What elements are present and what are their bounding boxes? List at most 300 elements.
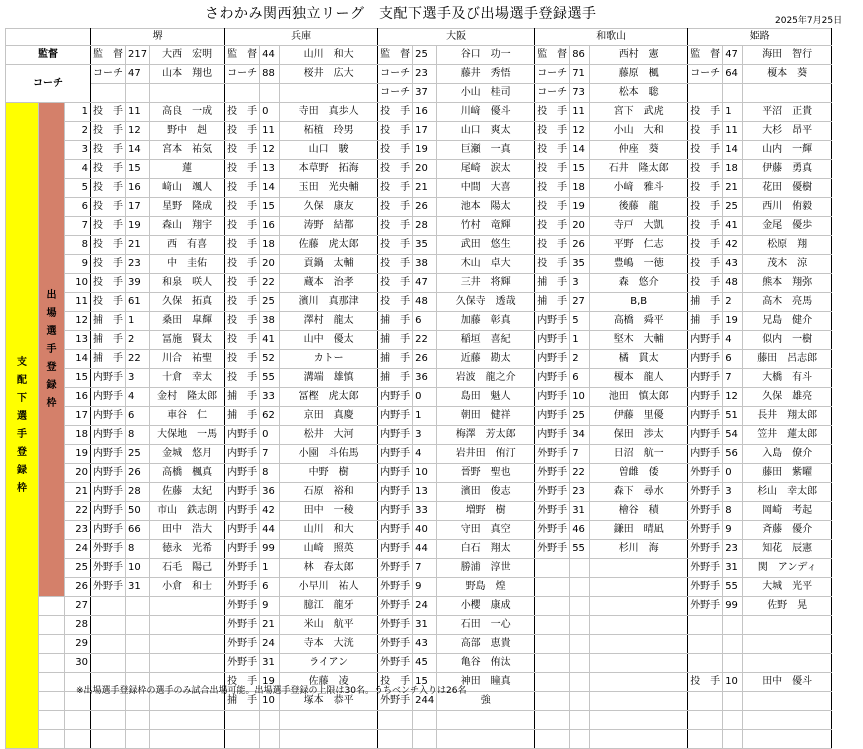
team-name-3: 大阪 [378, 29, 535, 46]
uniform-number-cell [126, 711, 150, 730]
uniform-number-cell: 27 [570, 293, 590, 312]
position-cell: 外野手 [378, 597, 413, 616]
player-name-cell: 金城 悠月 [150, 445, 225, 464]
uniform-number-cell [126, 654, 150, 673]
position-cell: 外野手 [378, 692, 413, 711]
position-cell: 投 手 [535, 160, 570, 179]
uniform-number-cell: 28 [126, 483, 150, 502]
uniform-number-cell: 19 [126, 217, 150, 236]
player-name-cell [150, 635, 225, 654]
player-name-cell: 蔵本 治孝 [280, 274, 378, 293]
player-name-cell: 関 アンディ [743, 559, 832, 578]
uniform-number-cell: 6 [413, 312, 437, 331]
roster-row-number: 10 [65, 274, 91, 293]
position-cell: 内野手 [91, 483, 126, 502]
uniform-number-cell: 22 [260, 274, 280, 293]
position-cell: 捕 手 [91, 312, 126, 331]
player-name-cell: 田中 一稜 [280, 502, 378, 521]
roster-row-number: 18 [65, 426, 91, 445]
player-name-cell: B,B [590, 293, 688, 312]
player-name-cell: 京田 真慶 [280, 407, 378, 426]
player-name-cell: 橘 貫太 [590, 350, 688, 369]
player-name-cell: 似内 一樹 [743, 331, 832, 350]
roster-row [6, 521, 832, 540]
player-name-cell: 石井 隆太郎 [590, 160, 688, 179]
position-cell: 捕 手 [378, 369, 413, 388]
roster-row [6, 483, 832, 502]
position-cell: 捕 手 [688, 312, 723, 331]
position-cell: 投 手 [91, 179, 126, 198]
uniform-number-cell: 22 [126, 350, 150, 369]
player-name-cell: 林 春太郎 [280, 559, 378, 578]
uniform-number-cell [723, 84, 743, 103]
player-name-cell: 川合 祐聖 [150, 350, 225, 369]
uniform-number-cell: 14 [570, 141, 590, 160]
player-name-cell: 仲座 葵 [590, 141, 688, 160]
player-name-cell: 冨施 賢太 [150, 331, 225, 350]
position-cell: 投 手 [535, 236, 570, 255]
position-cell: 内野手 [535, 331, 570, 350]
uniform-number-cell: 11 [126, 103, 150, 122]
player-name-cell: 久保 雄亮 [743, 388, 832, 407]
position-cell: 外野手 [91, 559, 126, 578]
roster-row [6, 312, 832, 331]
roster-row [6, 635, 832, 654]
uniform-number-cell: 1 [126, 312, 150, 331]
roster-row [6, 141, 832, 160]
player-name-cell: 稲垣 喜紀 [437, 331, 535, 350]
position-cell: 内野手 [378, 464, 413, 483]
uniform-number-cell: 0 [260, 103, 280, 122]
uniform-number-cell: 15 [260, 198, 280, 217]
player-name-cell [590, 711, 688, 730]
position-cell: 外野手 [535, 521, 570, 540]
roster-inner-blank [39, 616, 65, 635]
position-cell: 外野手 [688, 464, 723, 483]
position-cell [535, 559, 570, 578]
position-cell [91, 730, 126, 749]
player-name-cell [150, 730, 225, 749]
uniform-number-cell: 11 [723, 122, 743, 141]
uniform-number-cell: 3 [413, 426, 437, 445]
roster-row [6, 616, 832, 635]
player-name-cell [150, 597, 225, 616]
uniform-number-cell [570, 578, 590, 597]
position-cell: 内野手 [91, 464, 126, 483]
position-cell [688, 84, 723, 103]
uniform-number-cell: 16 [126, 179, 150, 198]
player-name-cell: 鎌田 晴凪 [590, 521, 688, 540]
player-name-cell: 寺本 大洸 [280, 635, 378, 654]
player-name-cell: 西 有喜 [150, 236, 225, 255]
uniform-number-cell [723, 616, 743, 635]
position-cell [535, 616, 570, 635]
uniform-number-cell: 88 [260, 65, 280, 84]
page-title: さわかみ関西独立リーグ 支配下選手及び出場選手登録選手 [205, 6, 597, 22]
player-name-cell: 森 悠介 [590, 274, 688, 293]
uniform-number-cell: 71 [570, 65, 590, 84]
player-name-cell: 藤井 秀悟 [437, 65, 535, 84]
roster-row-number: 7 [65, 217, 91, 236]
position-cell: コーチ [378, 84, 413, 103]
position-cell: 内野手 [225, 540, 260, 559]
uniform-number-cell: 21 [723, 179, 743, 198]
uniform-number-cell: 15 [570, 160, 590, 179]
position-cell [91, 654, 126, 673]
position-cell: 監 督 [688, 46, 723, 65]
player-name-cell: 白石 翔太 [437, 540, 535, 559]
player-name-cell: 高部 恵貴 [437, 635, 535, 654]
roster-row-number: 1 [65, 103, 91, 122]
roster-row-number: 26 [65, 578, 91, 597]
player-name-cell: 松原 翔 [743, 236, 832, 255]
position-cell: 監 督 [535, 46, 570, 65]
uniform-number-cell: 10 [723, 673, 743, 692]
position-cell [378, 711, 413, 730]
player-name-cell: 守田 真空 [437, 521, 535, 540]
player-name-cell: 増野 樹 [437, 502, 535, 521]
player-name-cell: 平沼 正貴 [743, 103, 832, 122]
roster-row-number: 28 [65, 616, 91, 635]
position-cell: 内野手 [378, 407, 413, 426]
uniform-number-cell: 10 [413, 464, 437, 483]
player-name-cell [743, 635, 832, 654]
player-name-cell: 山川 和大 [280, 521, 378, 540]
uniform-number-cell: 43 [413, 635, 437, 654]
position-cell: 外野手 [688, 578, 723, 597]
uniform-number-cell: 22 [570, 464, 590, 483]
player-name-cell: 高木 亮馬 [743, 293, 832, 312]
position-cell: 投 手 [378, 122, 413, 141]
roster-row [6, 274, 832, 293]
uniform-number-cell: 48 [723, 274, 743, 293]
uniform-number-cell: 47 [723, 46, 743, 65]
roster-row [6, 388, 832, 407]
uniform-number-cell [723, 711, 743, 730]
position-cell: 投 手 [225, 217, 260, 236]
roster-row-number: 22 [65, 502, 91, 521]
uniform-number-cell: 25 [260, 293, 280, 312]
position-cell: 投 手 [535, 141, 570, 160]
player-name-cell: 石田 一心 [437, 616, 535, 635]
uniform-number-cell: 23 [570, 483, 590, 502]
uniform-number-cell: 31 [570, 502, 590, 521]
player-name-cell: 塚本 恭平 [280, 692, 378, 711]
uniform-number-cell: 0 [260, 426, 280, 445]
uniform-number-cell: 14 [126, 141, 150, 160]
player-name-cell: 島田 魁人 [437, 388, 535, 407]
position-cell: コーチ [378, 65, 413, 84]
position-cell: 外野手 [378, 578, 413, 597]
player-name-cell [437, 730, 535, 749]
uniform-number-cell [570, 616, 590, 635]
player-name-cell [743, 84, 832, 103]
position-cell: 投 手 [91, 274, 126, 293]
position-cell [535, 635, 570, 654]
player-name-cell: 保田 渉太 [590, 426, 688, 445]
uniform-number-cell: 22 [413, 331, 437, 350]
uniform-number-cell [723, 730, 743, 749]
position-cell: 捕 手 [91, 350, 126, 369]
player-name-cell: 松井 大河 [280, 426, 378, 445]
uniform-number-cell: 11 [570, 103, 590, 122]
roster-row [6, 502, 832, 521]
position-cell: 内野手 [378, 540, 413, 559]
position-cell: 投 手 [91, 160, 126, 179]
player-name-cell: 本草野 拓海 [280, 160, 378, 179]
position-cell: 投 手 [378, 198, 413, 217]
position-cell [688, 654, 723, 673]
team-name-1: 堺 [91, 29, 225, 46]
player-name-cell: 山口 駿 [280, 141, 378, 160]
player-name-cell: ライアン [280, 654, 378, 673]
roster-row-number: 12 [65, 312, 91, 331]
uniform-number-cell [570, 730, 590, 749]
uniform-number-cell: 2 [723, 293, 743, 312]
roster-row [6, 122, 832, 141]
uniform-number-cell: 16 [413, 103, 437, 122]
player-name-cell: 豊嶋 一徳 [590, 255, 688, 274]
uniform-number-cell: 5 [570, 312, 590, 331]
uniform-number-cell [570, 559, 590, 578]
player-name-cell: 平野 仁志 [590, 236, 688, 255]
uniform-number-cell [723, 692, 743, 711]
position-cell: 捕 手 [91, 331, 126, 350]
uniform-number-cell: 4 [413, 445, 437, 464]
position-cell: 投 手 [225, 369, 260, 388]
uniform-number-cell: 20 [260, 255, 280, 274]
extra-blank [39, 711, 65, 730]
roster-row-number: 8 [65, 236, 91, 255]
player-name-cell [590, 673, 688, 692]
position-cell [535, 597, 570, 616]
uniform-number-cell: 86 [570, 46, 590, 65]
uniform-number-cell: 41 [723, 217, 743, 236]
player-name-cell: 寺田 真歩人 [280, 103, 378, 122]
position-cell: 投 手 [378, 103, 413, 122]
position-cell: 捕 手 [688, 293, 723, 312]
position-cell: 内野手 [688, 445, 723, 464]
player-name-cell [590, 578, 688, 597]
position-cell: 投 手 [688, 122, 723, 141]
position-cell: 投 手 [225, 331, 260, 350]
uniform-number-cell [413, 730, 437, 749]
player-name-cell: 伊藤 里優 [590, 407, 688, 426]
player-name-cell [590, 635, 688, 654]
player-name-cell: 巨瀬 一真 [437, 141, 535, 160]
player-name-cell [150, 654, 225, 673]
extra-blank [39, 673, 65, 692]
position-cell: 内野手 [91, 521, 126, 540]
position-cell: 投 手 [378, 274, 413, 293]
uniform-number-cell: 21 [260, 616, 280, 635]
uniform-number-cell: 25 [413, 46, 437, 65]
player-name-cell: 神田 瞳真 [437, 673, 535, 692]
position-cell: 投 手 [91, 198, 126, 217]
player-name-cell: 杉山 幸太郎 [743, 483, 832, 502]
position-cell: 外野手 [378, 635, 413, 654]
position-cell: 投 手 [535, 198, 570, 217]
player-name-cell: 佐藤 凌 [280, 673, 378, 692]
player-name-cell: 山川 和大 [280, 46, 378, 65]
player-name-cell: 岩井田 侑汀 [437, 445, 535, 464]
player-name-cell: 斉藤 優介 [743, 521, 832, 540]
player-name-cell [590, 654, 688, 673]
position-cell: 投 手 [225, 274, 260, 293]
roster-inner-label-text: 出場選手登録枠 [46, 289, 57, 409]
uniform-number-cell: 24 [413, 597, 437, 616]
uniform-number-cell: 18 [723, 160, 743, 179]
player-name-cell: 武田 悠生 [437, 236, 535, 255]
player-name-cell: 兄島 健介 [743, 312, 832, 331]
player-name-cell: 森山 翔宇 [150, 217, 225, 236]
roster-row-number: 13 [65, 331, 91, 350]
uniform-number-cell: 12 [570, 122, 590, 141]
uniform-number-cell: 14 [723, 141, 743, 160]
position-cell: 投 手 [225, 179, 260, 198]
extra-row [6, 711, 832, 730]
uniform-number-cell: 23 [413, 65, 437, 84]
footnote: ※出場選手登録枠の選手のみ試合出場可能。出場選手登録の上限は30名。うちベンチ入りは26名 [76, 686, 467, 696]
uniform-number-cell: 10 [260, 692, 280, 711]
roster-row [6, 217, 832, 236]
report-date: 2025年7月25日 [775, 16, 843, 26]
player-name-cell: 市山 鉄志朗 [150, 502, 225, 521]
player-name-cell: 久保 康友 [280, 198, 378, 217]
position-cell [91, 84, 126, 103]
position-cell: コーチ [535, 84, 570, 103]
roster-row-number: 3 [65, 141, 91, 160]
position-cell: 内野手 [688, 331, 723, 350]
position-cell: 投 手 [225, 103, 260, 122]
uniform-number-cell: 8 [126, 540, 150, 559]
roster-row-number: 5 [65, 179, 91, 198]
roster-row [6, 293, 832, 312]
player-name-cell: 三井 将輝 [437, 274, 535, 293]
player-name-cell: 濱川 真那津 [280, 293, 378, 312]
player-name-cell: 藤原 楓 [590, 65, 688, 84]
uniform-number-cell: 13 [413, 483, 437, 502]
position-cell: 捕 手 [535, 293, 570, 312]
position-cell: 内野手 [378, 483, 413, 502]
roster-row [6, 464, 832, 483]
extra-blank [65, 730, 91, 749]
uniform-number-cell: 44 [260, 521, 280, 540]
player-name-cell: 中 圭佑 [150, 255, 225, 274]
player-name-cell: 﨑山 颯人 [150, 179, 225, 198]
position-cell: 外野手 [378, 654, 413, 673]
uniform-number-cell: 21 [126, 236, 150, 255]
uniform-number-cell: 20 [413, 160, 437, 179]
player-name-cell: 小早川 祐人 [280, 578, 378, 597]
uniform-number-cell: 43 [723, 255, 743, 274]
player-name-cell: 藤田 呂志郎 [743, 350, 832, 369]
position-cell: 投 手 [535, 103, 570, 122]
position-cell: 外野手 [225, 654, 260, 673]
player-name-cell: 藤田 紫曜 [743, 464, 832, 483]
uniform-number-cell: 4 [723, 331, 743, 350]
player-name-cell: 海田 智行 [743, 46, 832, 65]
uniform-number-cell: 24 [260, 635, 280, 654]
player-name-cell [743, 730, 832, 749]
player-name-cell: 後藤 龍 [590, 198, 688, 217]
player-name-cell: 榎本 葵 [743, 65, 832, 84]
player-name-cell: 堅木 大輔 [590, 331, 688, 350]
position-cell: 投 手 [378, 141, 413, 160]
position-cell: コーチ [91, 65, 126, 84]
position-cell: 投 手 [688, 103, 723, 122]
position-cell [91, 597, 126, 616]
uniform-number-cell: 244 [413, 692, 437, 711]
uniform-number-cell: 61 [126, 293, 150, 312]
uniform-number-cell: 14 [260, 179, 280, 198]
uniform-number-cell: 15 [126, 160, 150, 179]
player-name-cell: 玉田 光央輔 [280, 179, 378, 198]
uniform-number-cell: 34 [570, 426, 590, 445]
player-name-cell [150, 711, 225, 730]
position-cell: 外野手 [688, 559, 723, 578]
player-name-cell: 佐野 晃 [743, 597, 832, 616]
position-cell: 投 手 [378, 217, 413, 236]
uniform-number-cell: 7 [413, 559, 437, 578]
position-cell: 外野手 [225, 616, 260, 635]
position-cell [225, 84, 260, 103]
uniform-number-cell: 3 [126, 369, 150, 388]
player-name-cell: 涛野 結都 [280, 217, 378, 236]
player-name-cell: 亀谷 侑汰 [437, 654, 535, 673]
player-name-cell: 笠井 蓮太郎 [743, 426, 832, 445]
uniform-number-cell: 7 [570, 445, 590, 464]
uniform-number-cell: 1 [413, 407, 437, 426]
uniform-number-cell: 19 [723, 312, 743, 331]
roster-row-number: 29 [65, 635, 91, 654]
uniform-number-cell: 3 [723, 483, 743, 502]
position-cell: 内野手 [535, 369, 570, 388]
position-cell: 投 手 [535, 255, 570, 274]
uniform-number-cell: 19 [570, 198, 590, 217]
uniform-number-cell: 62 [260, 407, 280, 426]
position-cell: 内野手 [225, 464, 260, 483]
uniform-number-cell: 52 [260, 350, 280, 369]
position-cell: 投 手 [378, 160, 413, 179]
player-name-cell: 十倉 幸太 [150, 369, 225, 388]
uniform-number-cell: 10 [570, 388, 590, 407]
player-name-cell: 竹村 竜輝 [437, 217, 535, 236]
position-cell: 投 手 [225, 141, 260, 160]
uniform-number-cell: 33 [413, 502, 437, 521]
extra-blank [39, 692, 65, 711]
roster-row [6, 350, 832, 369]
position-cell [378, 730, 413, 749]
uniform-number-cell: 38 [413, 255, 437, 274]
coach-label: コーチ [6, 65, 91, 103]
player-name-cell: 尾崎 涙太 [437, 160, 535, 179]
player-name-cell: 柘植 玲男 [280, 122, 378, 141]
position-cell [535, 711, 570, 730]
uniform-number-cell: 8 [126, 426, 150, 445]
uniform-number-cell [570, 692, 590, 711]
uniform-number-cell: 46 [570, 521, 590, 540]
position-cell: 内野手 [91, 426, 126, 445]
player-name-cell: 濱田 俊志 [437, 483, 535, 502]
position-cell: 内野手 [378, 388, 413, 407]
player-name-cell: 小園 斗佑馬 [280, 445, 378, 464]
uniform-number-cell [260, 730, 280, 749]
player-name-cell: 小山 大和 [590, 122, 688, 141]
position-cell: 内野手 [225, 445, 260, 464]
player-name-cell [743, 692, 832, 711]
uniform-number-cell [126, 616, 150, 635]
